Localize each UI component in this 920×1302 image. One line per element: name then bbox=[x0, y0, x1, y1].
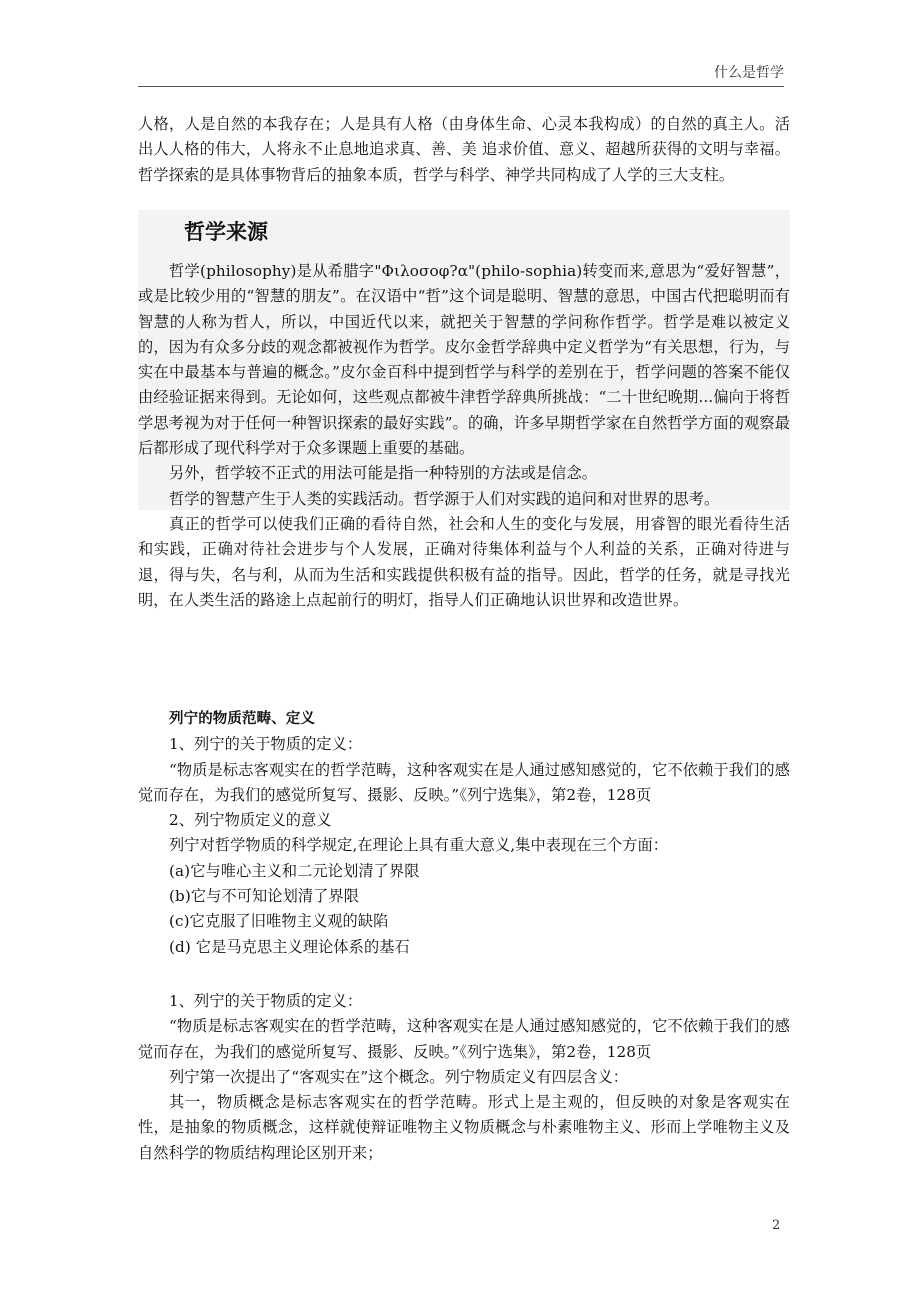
lenin-line: (d) 它是马克思主义理论体系的基石 bbox=[169, 937, 410, 956]
lenin-line: 列宁第一次提出了“客观实在”这个概念。列宁物质定义有四层含义： bbox=[169, 1067, 629, 1086]
header-divider bbox=[138, 86, 784, 87]
lenin-line: (a)它与唯心主义和二元论划清了界限 bbox=[169, 861, 420, 880]
lenin-line: (c)它克服了旧唯物主义观的缺陷 bbox=[169, 912, 389, 931]
lenin-block-2 bbox=[138, 989, 790, 1166]
lenin-line: 2、列宁物质定义的意义 bbox=[169, 811, 332, 830]
intro-block bbox=[138, 112, 790, 188]
lenin-block bbox=[138, 707, 790, 960]
running-header: 什么是哲学 bbox=[714, 65, 784, 81]
intro-paragraph: 人格，人是自然的本我存在；人是具有人格（由身体生命、心灵本我构成）的自然的真主人。活出人人格的伟大，人将永不止息地追求真、善、美 追求价值、意义、超越所获得的文明与幸福。哲学探索的是具体事物背后的抽象本质，哲学与科学、神学共同构成了人学的三大支柱。 bbox=[138, 115, 790, 184]
lenin-line: 1、列宁的关于物质的定义： bbox=[169, 735, 363, 754]
section-paragraph: 另外，哲学较不正式的用法可能是指一种特别的方法或是信念。 bbox=[169, 464, 598, 483]
section-body bbox=[138, 259, 790, 613]
section-paragraph: 哲学(philosophy)是从希腊字"Φιλοσοφ?α"(philo-sophia)转变而来,意思为“爱好智慧”，或是比较少用的“智慧的朋友”。在汉语中“哲”这个词是聪明、智慧的意思，中国古代把聪明而有智慧的人称为哲人，所以，中国近代以来，就把关于智慧的学问称作哲学。哲学是难以被定义的，因为有众多分歧的观念都被视作为哲学。皮尔金哲学辞典中定义哲学为“有关思想，行为，与实在中最基本与普遍的概念。”皮尔金百科中提到哲学与科学的差别在于，哲学问题的答案不能仅由经验证据来得到。无论如何，这些观点都被牛津哲学辞典所挑战：“二十世纪晚期...偏向于将哲学思考视为对于任何一种智识探索的最好实践”。的确，许多早期哲学家在自然哲学方面的观察最后都形成了现代科学对于众多课题上重要的基础。 bbox=[138, 262, 790, 458]
lenin-line: 列宁对哲学物质的科学规定,在理论上具有重大意义,集中表现在三个方面： bbox=[169, 836, 669, 855]
lenin-heading: 列宁的物质范畴、定义 bbox=[169, 711, 315, 727]
section-title: 哲学来源 bbox=[184, 220, 268, 244]
section-paragraph: 真正的哲学可以使我们正确的看待自然，社会和人生的变化与发展，用睿智的眼光看待生活和实践，正确对待社会进步与个人发展，正确对待集体利益与个人利益的关系，正确对待进与退，得与失，名与利，从而为生活和实践提供积极有益的指导。因此，哲学的任务，就是寻找光明，在人类生活的路途上点起前行的明灯，指导人们正确地认识世界和改造世界。 bbox=[138, 514, 790, 609]
lenin-line: “物质是标志客观实在的哲学范畴，这种客观实在是人通过感知感觉的，它不依赖于我们的感觉而存在，为我们的感觉所复写、摄影、反映。”《列宁选集》，第2卷，128页 bbox=[138, 1017, 790, 1061]
lenin-line: (b)它与不可知论划清了界限 bbox=[169, 887, 360, 906]
lenin-line: 1、列宁的关于物质的定义： bbox=[169, 992, 363, 1010]
lenin-line: 其一，物质概念是标志客观实在的哲学范畴。形式上是主观的，但反映的对象是客观实在性，是抽象的物质概念，这样就使辩证唯物主义物质概念与朴素唯物主义、形而上学唯物主义及自然科学的物质结构理论区别开来； bbox=[138, 1093, 790, 1162]
section-paragraph: 哲学的智慧产生于人类的实践活动。哲学源于人们对实践的追问和对世界的思考。 bbox=[169, 489, 720, 508]
page-number: 2 bbox=[772, 1218, 781, 1233]
lenin-line: “物质是标志客观实在的哲学范畴，这种客观实在是人通过感知感觉的，它不依赖于我们的感觉而存在，为我们的感觉所复写、摄影、反映。”《列宁选集》，第2卷，128页 bbox=[138, 760, 790, 804]
